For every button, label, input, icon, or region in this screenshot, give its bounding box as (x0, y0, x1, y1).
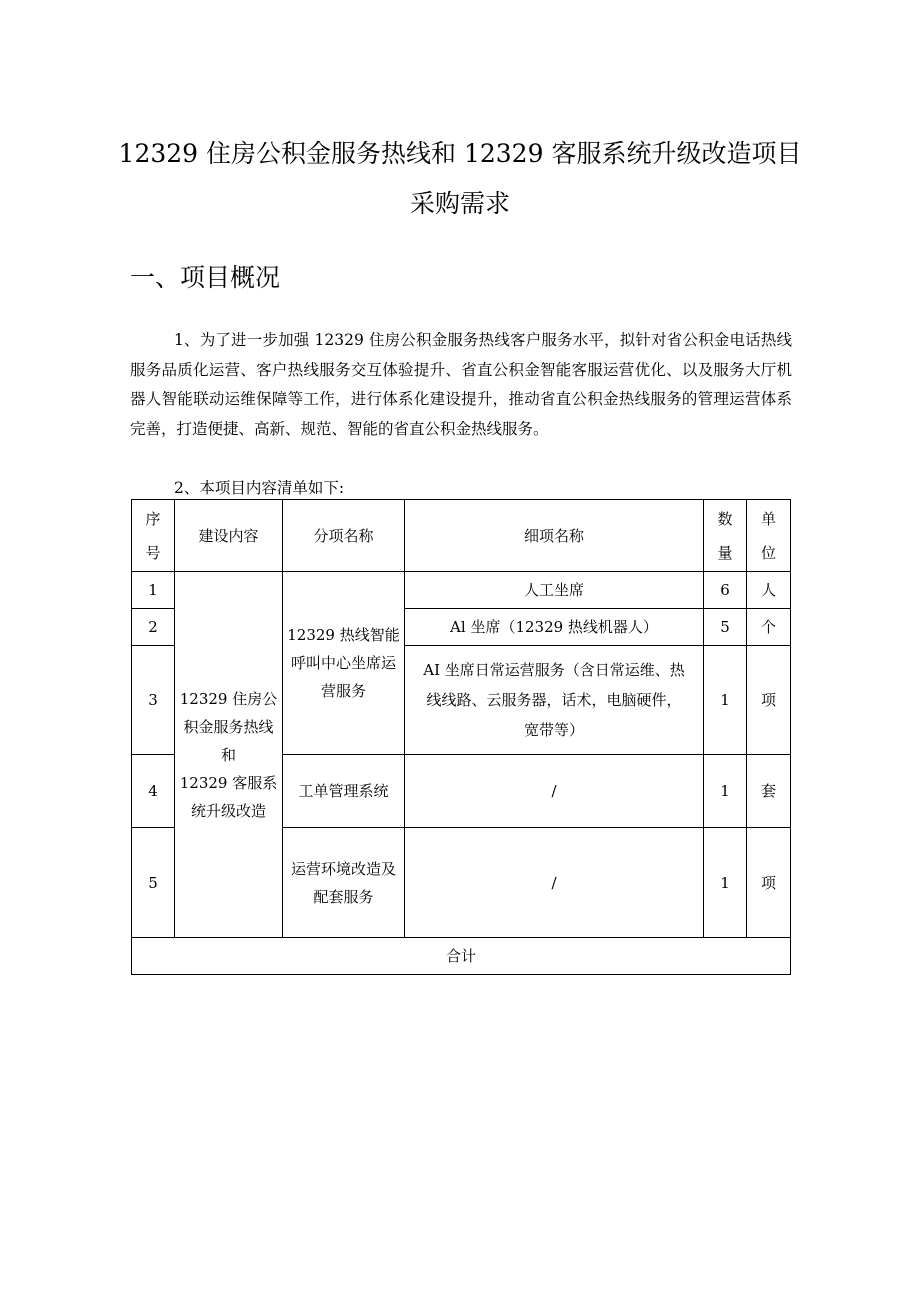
header-unit-line2: 位 (760, 543, 776, 562)
header-seq-line1: 序 (145, 509, 161, 528)
table-row (132, 572, 791, 609)
document-title-line1: 12329 住房公积金服务热线和 12329 客服系统升级改造项目 (118, 139, 802, 168)
paragraph-2: 2、本项目内容清单如下: (174, 479, 345, 497)
construction-content-line1: 12329 住房公 (179, 689, 278, 708)
table-header-row (132, 500, 791, 572)
header-detail: 细项名称 (405, 500, 704, 572)
header-qty-line1: 数 (717, 509, 733, 528)
row-detail (405, 646, 704, 755)
header-sub-item: 分项名称 (283, 500, 405, 572)
row-unit: 套 (747, 755, 791, 828)
section-heading: 一、项目概况 (130, 263, 281, 292)
row-qty: 6 (704, 572, 747, 609)
row-seq: 5 (132, 828, 175, 938)
row-unit: 人 (747, 572, 791, 609)
sub-item-ticket-system: 工单管理系统 (283, 755, 405, 828)
construction-content-cell (175, 572, 283, 938)
row-qty: 5 (704, 609, 747, 646)
total-label: 合计 (132, 938, 791, 975)
items-table (131, 499, 791, 975)
row-qty: 1 (704, 755, 747, 828)
row-qty: 1 (704, 646, 747, 755)
header-seq (132, 500, 175, 572)
sub-item-ops-env-line2: 配套服务 (313, 887, 374, 906)
row-detail: / (405, 755, 704, 828)
construction-content-line4: 12329 客服系 (179, 773, 278, 792)
header-qty (704, 500, 747, 572)
construction-content-line3: 和 (220, 745, 236, 764)
row-seq: 3 (132, 646, 175, 755)
header-qty-line2: 量 (717, 543, 733, 562)
paragraph-1: 1、为了进一步加强 12329 住房公积金服务热线客户服务水平，拟针对省公积金电话热线服务品质化运营、客户热线服务交互体验提升、省直公积金智能客服运营优化、以及服务大厅机器人智能联动运维保障等工作，进行体系化建设提升，推动省直公积金热线服务的管理运营体系完善，打造便捷、高新、规范、智能的省直公积金热线服务。 (130, 331, 792, 438)
construction-content-line2: 积金服务热线 (183, 717, 274, 736)
header-unit (747, 500, 791, 572)
table-total-row (132, 938, 791, 975)
document-title-line2: 采购需求 (409, 189, 510, 218)
row-detail: / (405, 828, 704, 938)
row-detail-line3: 宽带等） (523, 721, 584, 739)
row-seq: 2 (132, 609, 175, 646)
row-detail: 人工坐席 (405, 572, 704, 609)
sub-item-ops-env-line1: 运营环境改造及 (290, 859, 396, 878)
row-unit: 项 (747, 646, 791, 755)
row-qty: 1 (704, 828, 747, 938)
row-seq: 1 (132, 572, 175, 609)
row-detail: Al 坐席（12329 热线机器人） (405, 609, 704, 646)
header-seq-line2: 号 (145, 543, 161, 562)
sub-item-call-center-line1: 12329 热线智能 (287, 626, 400, 644)
row-detail-line2: 线线路、云服务器，话术，电脑硬件， (426, 691, 682, 709)
sub-item-call-center-line2: 呼叫中心坐席运 (290, 654, 396, 672)
row-unit: 个 (747, 609, 791, 646)
row-seq: 4 (132, 755, 175, 828)
header-unit-line1: 单 (760, 509, 776, 528)
row-unit: 项 (747, 828, 791, 938)
sub-item-call-center-line3: 营服务 (320, 682, 366, 700)
sub-item-ops-env (283, 828, 405, 938)
construction-content-line5: 统升级改造 (190, 801, 266, 820)
row-detail-line1: AI 坐席日常运营服务（含日常运维、热 (423, 661, 685, 679)
header-content: 建设内容 (175, 500, 283, 572)
sub-item-call-center (283, 572, 405, 755)
